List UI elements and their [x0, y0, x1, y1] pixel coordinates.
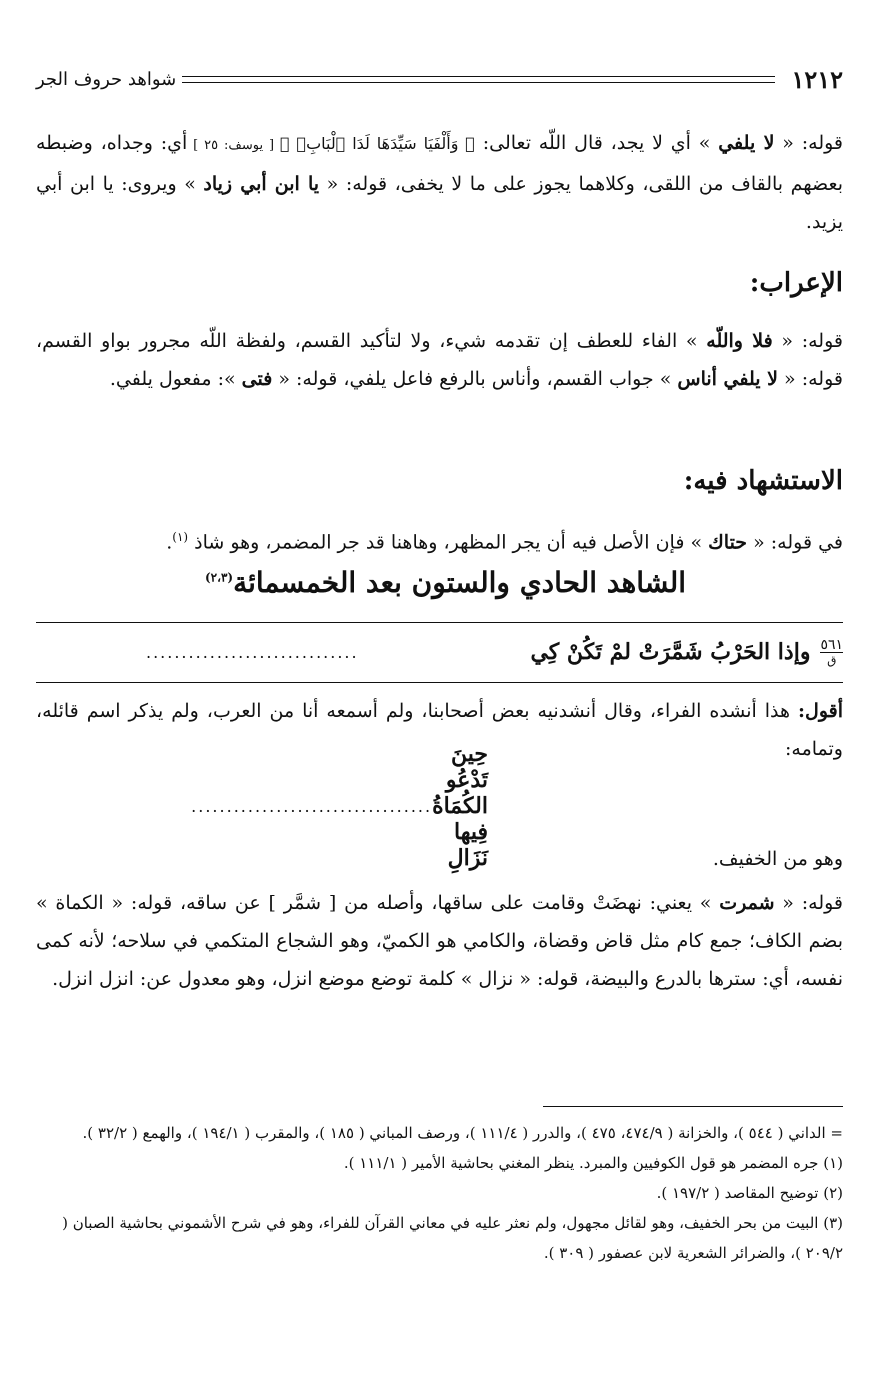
section-rule [36, 622, 843, 623]
quoted-word: فتى [241, 368, 273, 390]
paragraph-1 [36, 124, 843, 241]
text-run: » جواب القسم، وأناس بالرفع فاعل يلفي، قوله: « [272, 368, 678, 390]
verse-line [36, 632, 843, 672]
footnote-marker: (٢،٣) [204, 570, 234, 585]
verse-second-half: حِينَ تَدْعُو الكُمَاةُ فِيها نَزَالِ [432, 741, 488, 871]
text-run: قوله: « [774, 892, 844, 914]
section-title [36, 566, 855, 599]
text-run: قوله: « [774, 132, 844, 154]
text-run: » ويروى: يا ابن أبي يزيد. [36, 173, 843, 233]
section-title-text: الشاهد الحادي والستون بعد الخمسمائة [233, 566, 687, 599]
paragraph-3 [36, 518, 843, 561]
verse-rule [36, 682, 843, 683]
page-header [36, 64, 843, 94]
quoted-word: لا يلفي أناس [677, 368, 779, 390]
heading-irab: الإعراب: [749, 268, 843, 298]
quran-citation: [ يوسف: ٢٥ ] [187, 138, 281, 153]
quoted-word: لا يلفي [718, 132, 775, 154]
paragraph-2 [36, 322, 843, 398]
paragraph-5: وهو من الخفيف. [712, 848, 843, 870]
verse-first-half: وإذا الحَرْبُ شَمَّرَتْ لمْ تَكُنْ كِي [530, 639, 811, 665]
verse-dots: .............................. [146, 642, 359, 662]
header-double-rule [182, 76, 775, 83]
aqulu-label: أقول: [798, 700, 843, 722]
text-run: أي: وجداه، وضبطه بعضهم بالقاف من اللقى، وكلاهما يجوز على ما لا يخفى، قوله: « [36, 132, 843, 195]
footnotes [36, 1118, 843, 1268]
quoted-word: يا ابن أبي زياد [203, 173, 320, 195]
text-run: »: مفعول يلفي. [109, 368, 242, 390]
footnote-3: (٣) البيت من بحر الخفيف، وهو لقائل مجهول، ولم نعثر عليه في معاني القرآن للفراء، وهو في شرح الأشموني بحاشية الصبان ( ٢٠٩/٢ )، والضرائر الشعرية لابن عصفور ( ٣٠٩ ). [62, 1214, 843, 1262]
text-run: » الفاء للعطف إن تقدمه شيء، ولا لتأكيد القسم، ولفظة اللّه مجرور بواو القسم، قوله: « [36, 330, 843, 390]
footnote-1: (١) جره المضمر هو قول الكوفيين والمبرد. ينظر المغني بحاشية الأمير ( ١١١/١ ). [343, 1154, 843, 1172]
verse-number-value: ٥٦١ [820, 636, 843, 653]
verse-completion-dots: .................................. [191, 796, 433, 816]
text-run: » أي لا يجد، قال اللّه تعالى: [474, 132, 719, 154]
footnote-separator [543, 1106, 843, 1107]
quoted-word: شمرت [719, 892, 775, 914]
page-number: ١٢١٢ [791, 64, 843, 94]
quran-verse: ﴿ وَأَلْفَيَا سَيِّدَهَا لَدَا ٱلْبَابِۚ ﴾ [280, 134, 475, 153]
text-run: » فإن الأصل فيه أن يجر المظهر، وهاهنا قد جر المضمر، وهو شاذ [188, 531, 709, 554]
text-run: . [166, 531, 173, 554]
verse-number [820, 638, 843, 667]
text-run: قوله: « [772, 330, 843, 352]
footnote-marker: (١) [172, 530, 189, 544]
verse-meter-letter: ق [820, 652, 843, 667]
text-run: » يعني: نهضَتْ وقامت على ساقها، وأصله من [ شمَّر ] عن ساقه، قوله: « الكماة » بضم الكاف؛ جمع كام مثل قاض وقضاة، والكامي هو الكميّ، وهو الشجاع المتكمي في سلاحه؛ لأنه كمى نفسه، أي: سترها بالدرع والبيضة، قوله: « نزال » كلمة توضع موضع انزل، وهو معدول عن: انزل انزل. [36, 892, 843, 990]
heading-istishhad: الاستشهاد فيه: [683, 466, 843, 496]
text-run: في قوله: « [747, 531, 843, 554]
footnote-2: (٢) توضيح المقاصد ( ١٩٧/٢ ). [656, 1184, 843, 1202]
footnote-continuation: = الداني ( ٥٤٤ )، والخزانة ( ٤٧٤/٩، ٤٧٥ )، والدرر ( ١١١/٤ )، ورصف المباني ( ١٨٥ )، والمقرب ( ١٩٤/١ )، والهمع ( ٣٢/٢ ). [82, 1124, 843, 1142]
quoted-word: فلا واللّه [706, 330, 773, 352]
text-run: هذا أنشده الفراء، وقال أنشدنيه بعض أصحابنا، ولم أسمعه أنا من العرب، ولم يذكر اسم قائله، وتمامه: [36, 700, 843, 760]
quoted-word: حتاك [708, 531, 748, 554]
running-title: شواهد حروف الجر [36, 68, 177, 90]
paragraph-6 [36, 884, 843, 998]
